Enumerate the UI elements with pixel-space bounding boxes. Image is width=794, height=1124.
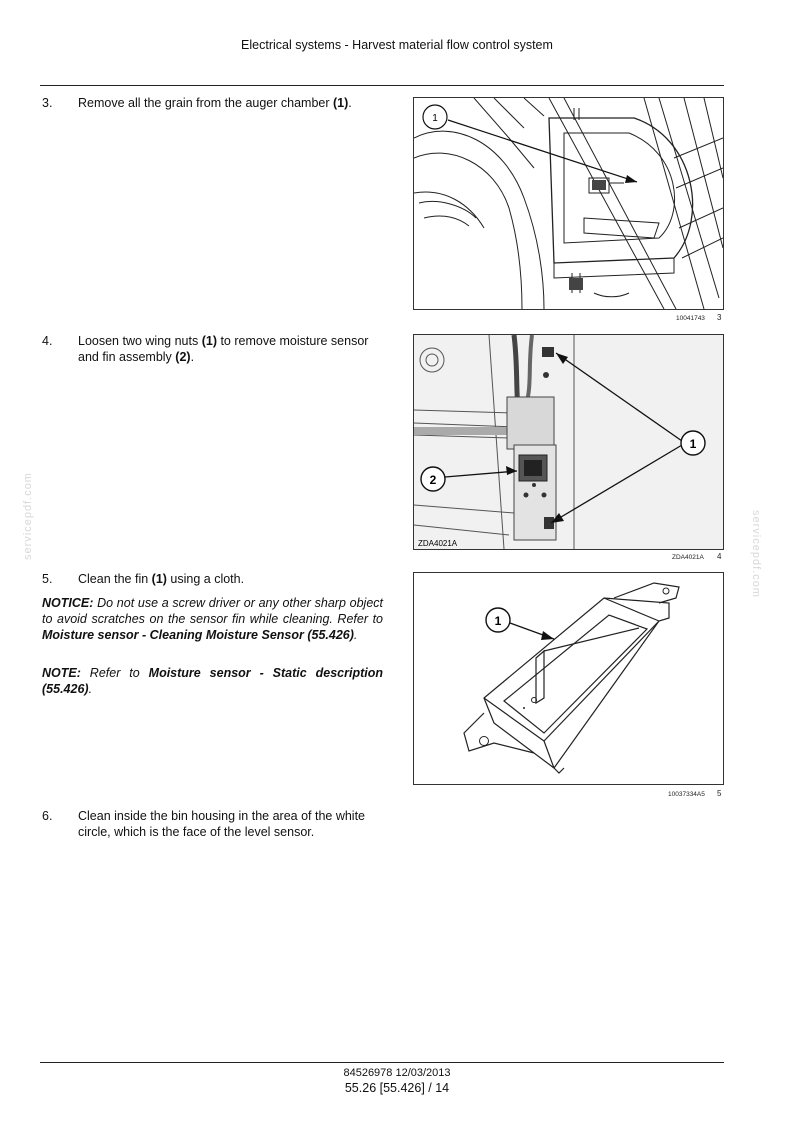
- callout-ref: (2): [175, 350, 191, 364]
- step-text: Clean inside the bin housing in the area of the white circle, which is the face of the level sensor.: [78, 809, 365, 839]
- callout-ref: (1): [201, 334, 217, 348]
- step-text: [78, 333, 383, 365]
- figure-number: 4: [717, 552, 722, 561]
- figure-callout: 1: [689, 437, 697, 451]
- watermark-left: servicepdf.com: [22, 472, 34, 560]
- figure-inner-label: ZDA4021A: [418, 539, 458, 548]
- figure-sensor-fin: [413, 572, 724, 785]
- figure-number: 5: [717, 789, 722, 798]
- figure-moisture-sensor-assembly: [413, 334, 724, 550]
- notice-label: NOTICE:: [42, 596, 94, 610]
- note-label: NOTE:: [42, 666, 81, 680]
- step-text-part: Loosen two wing nuts: [78, 334, 202, 348]
- notice-text-end: .: [353, 628, 358, 642]
- page-header-title: Electrical systems - Harvest material flow control system: [241, 38, 553, 52]
- figure-callout: 2: [429, 473, 437, 487]
- sensor-fin-illustration: [414, 573, 723, 784]
- note-text-end: .: [88, 682, 93, 696]
- step-text-part: to remove moisture sensor and fin assembly: [78, 334, 369, 364]
- note-paragraph: [42, 665, 383, 697]
- figure-code: 10037334A5: [668, 791, 705, 798]
- notice-reference-link[interactable]: Moisture sensor - Cleaning Moisture Sensor (55.426): [42, 628, 354, 642]
- note-text: Refer to: [80, 666, 149, 680]
- step-number: 5.: [42, 572, 53, 586]
- step-number: 6.: [42, 809, 53, 823]
- callout-ref: (1): [151, 572, 167, 586]
- step-text: [78, 95, 383, 111]
- figure-code: ZDA4021A: [672, 554, 704, 561]
- figure-callout: 1: [432, 113, 438, 124]
- auger-chamber-illustration: [414, 98, 723, 309]
- notice-text: Do not use a screw driver or any other sharp object to avoid scratches on the sensor fin while cleaning. Refer to: [42, 596, 383, 626]
- step-text-part: using a cloth.: [166, 572, 245, 586]
- figure-number: 3: [717, 313, 722, 322]
- figure-auger-chamber: [413, 97, 724, 310]
- step-text: [78, 571, 383, 587]
- step-number: 3.: [42, 96, 53, 110]
- step-number: 4.: [42, 334, 53, 348]
- footer-rule: [40, 1062, 724, 1063]
- footer-document-id: 84526978 12/03/2013: [343, 1067, 451, 1079]
- footer-page-number: 55.26 [55.426] / 14: [344, 1081, 450, 1095]
- header-rule: [40, 85, 724, 86]
- notice-paragraph: [42, 595, 383, 643]
- callout-ref: (1): [333, 96, 349, 110]
- step-text-part: Remove all the grain from the auger chamber: [78, 96, 333, 110]
- step-text-part: .: [190, 350, 195, 364]
- figure-callout: 1: [494, 614, 502, 628]
- figure-code: 10041743: [676, 315, 705, 322]
- note-reference-link[interactable]: Moisture sensor - Static description (55.426): [42, 666, 383, 696]
- watermark-right: servicepdf.com: [750, 510, 762, 598]
- step-text-part: Clean the fin: [78, 572, 152, 586]
- step-text-part: .: [348, 96, 352, 110]
- moisture-sensor-photo: [414, 335, 723, 549]
